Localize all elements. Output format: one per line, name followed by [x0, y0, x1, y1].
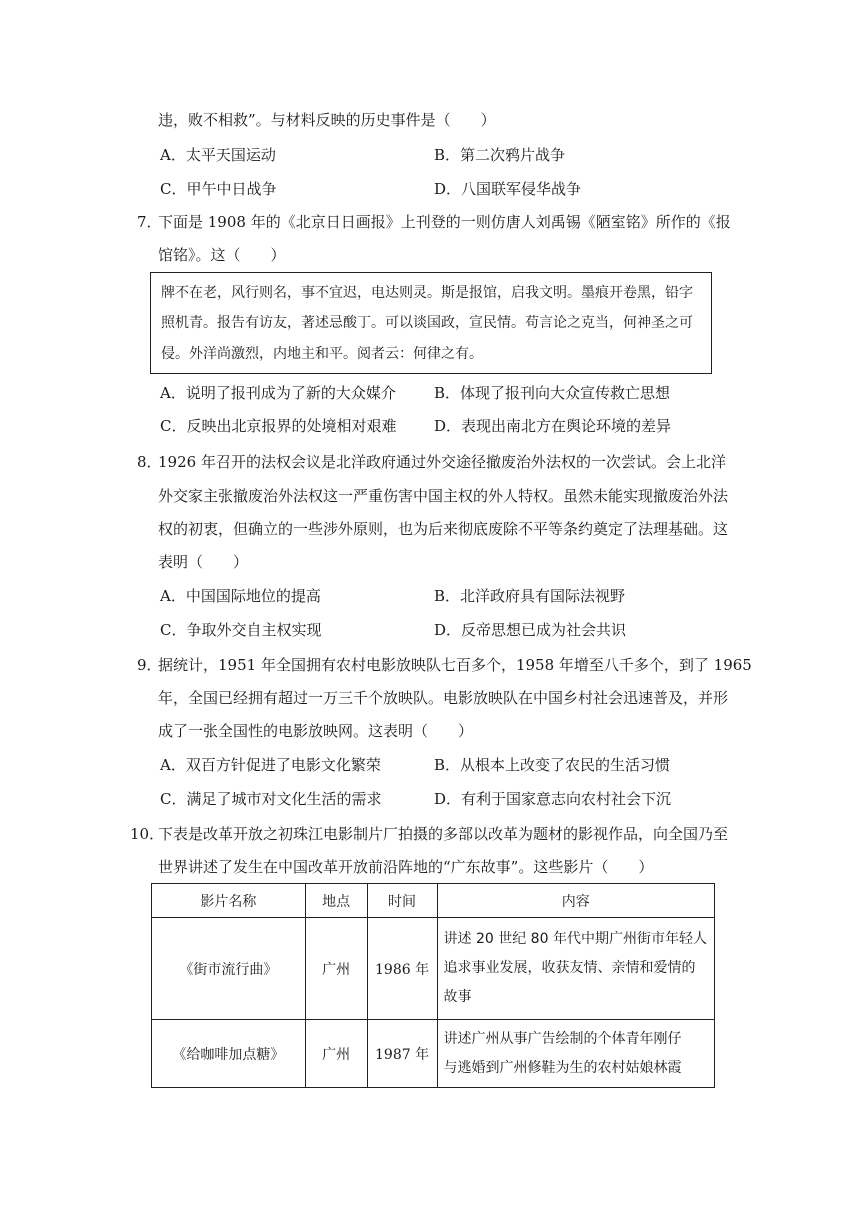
q9-option-c[interactable]: C．满足了城市对文化生活的需求 — [160, 790, 382, 808]
q6-option-a[interactable]: A．太平天国运动 — [160, 146, 276, 164]
table-row — [152, 1020, 715, 1088]
q7-option-c[interactable]: C．反映出北京报界的处境相对艰难 — [160, 417, 397, 435]
film-content-line: 故事 — [443, 989, 472, 1005]
q7-option-b[interactable]: B．体现了报刊向大众宣传救亡思想 — [434, 384, 671, 402]
q9-stem-line-1: 据统计，1951 年全国拥有农村电影放映队七百多个，1958 年增至八千多个，到了 1965 — [158, 656, 752, 674]
film-title-cell: 《街市流行曲》 — [152, 918, 306, 1020]
header-time: 时间 — [367, 884, 437, 918]
film-content-cell — [437, 1020, 714, 1088]
film-content-line: 与逃婚到广州修鞋为生的农村姑娘林霞 — [443, 1059, 682, 1076]
q7-stem-line-1: 下面是 1908 年的《北京日日画报》上刊登的一则仿唐人刘禹锡《陋室铭》所作的《报 — [158, 213, 731, 231]
q7-quote-box — [150, 272, 712, 374]
q7-quote-line-1: 牌不在老，风行则名，事不宜迟，电达则灵。斯是报馆，启我文明。墨痕开卷黑，铅字 — [161, 285, 693, 301]
table-header-row — [152, 884, 715, 918]
q8-option-c[interactable]: C．争取外交自主权实现 — [160, 621, 322, 639]
film-place-cell: 广州 — [305, 1020, 367, 1088]
film-content-line: 讲述 20 世纪 80 年代中期广州街市年轻人 — [443, 931, 707, 947]
q8-stem-line-4: 表明（ ） — [158, 553, 249, 571]
film-content-line: 讲述广州从事广告绘制的个体青年刚仔 — [443, 1030, 682, 1047]
q8-stem-line-2: 外交家主张撤废治外法权这一严重伤害中国主权的外人特权。虽然未能实现撤废治外法 — [158, 487, 729, 505]
film-content-cell — [437, 918, 714, 1020]
q6-stem-tail: 违，败不相救”。与材料反映的历史事件是（ ） — [158, 111, 496, 129]
header-film-title: 影片名称 — [152, 884, 306, 918]
q7-option-d[interactable]: D．表现出南北方在舆论环境的差异 — [434, 417, 672, 435]
films-table — [151, 883, 715, 1088]
film-year-cell: 1986 年 — [367, 918, 437, 1020]
film-content-line: 追求事业发展，收获友情、亲情和爱情的 — [443, 960, 696, 976]
header-place: 地点 — [305, 884, 367, 918]
q9-option-d[interactable]: D．有利于国家意志向农村社会下沉 — [434, 790, 672, 808]
q8-stem-line-1: 1926 年召开的法权会议是北洋政府通过外交途径撤废治外法权的一次尝试。会上北洋 — [158, 453, 726, 471]
q8-option-d[interactable]: D．反帝思想已成为社会共识 — [434, 621, 627, 639]
film-place-cell: 广州 — [305, 918, 367, 1020]
q7-stem-line-2: 馆铭》。这（ ） — [158, 246, 286, 264]
q7-quote-line-3: 侵。外洋尚激烈，内地主和平。阅者云：何律之有。 — [161, 346, 483, 362]
q8-number: 8． — [137, 453, 162, 471]
q7-option-a[interactable]: A．说明了报刊成为了新的大众媒介 — [160, 384, 396, 402]
q10-stem-line-1: 下表是改革开放之初珠江电影制片厂拍摄的多部以改革为题材的影视作品，向全国乃至 — [158, 825, 729, 843]
q6-option-c[interactable]: C．甲午中日战争 — [160, 180, 277, 198]
q7-quote-line-2: 照机青。报告有访友，著述忌酸丁。可以谈国政，宣民情。苟言论之克当，何神圣之可 — [161, 315, 693, 331]
q6-option-d[interactable]: D．八国联军侵华战争 — [434, 180, 582, 198]
q9-stem-line-3: 成了一张全国性的电影放映网。这表明（ ） — [158, 722, 474, 740]
q10-stem-line-2: 世界讲述了发生在中国改革开放前沿阵地的“广东故事”。这些影片（ ） — [158, 858, 654, 876]
q6-option-b[interactable]: B．第二次鸦片战争 — [434, 146, 566, 164]
q8-stem-line-3: 权的初衷，但确立的一些涉外原则，也为后来彻底废除不平等条约奠定了法理基础。这 — [158, 520, 729, 538]
q9-option-b[interactable]: B．从根本上改变了农民的生活习惯 — [434, 756, 671, 774]
film-title-cell: 《给咖啡加点糖》 — [152, 1020, 306, 1088]
q9-option-a[interactable]: A．双百方针促进了电影文化繁荣 — [160, 756, 381, 774]
q8-option-b[interactable]: B．北洋政府具有国际法视野 — [434, 587, 626, 605]
film-year-cell: 1987 年 — [367, 1020, 437, 1088]
q10-number: 10． — [130, 825, 165, 843]
q8-option-a[interactable]: A．中国国际地位的提高 — [160, 587, 321, 605]
table-row — [152, 918, 715, 1020]
q7-number: 7． — [137, 213, 162, 231]
q9-number: 9． — [137, 656, 162, 674]
q9-stem-line-2: 年，全国已经拥有超过一万三千个放映队。电影放映队在中国乡村社会迅速普及，并形 — [158, 689, 729, 707]
header-content: 内容 — [437, 884, 714, 918]
